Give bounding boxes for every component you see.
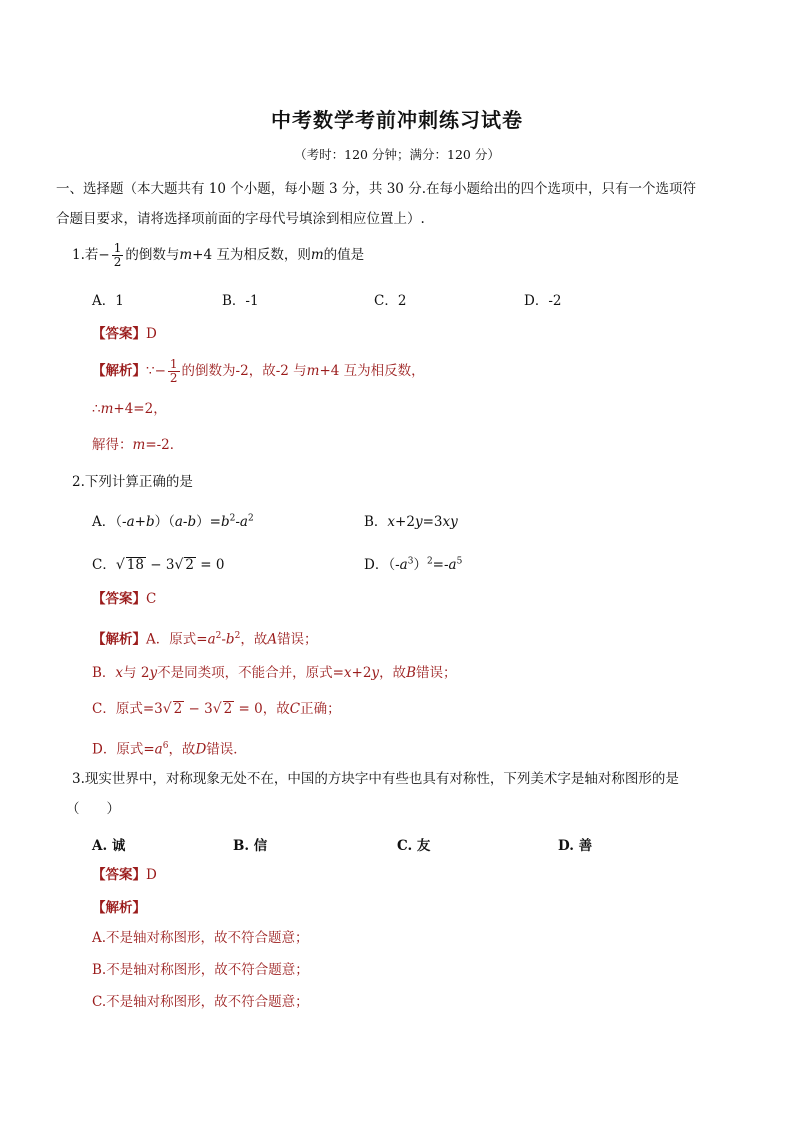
question-3-option-a: A. 诚: [92, 838, 126, 854]
fraction-one-half: $\frac{1}{2}$: [169, 357, 178, 385]
question-3-answer: 【答案】D: [92, 867, 157, 883]
question-3-analysis-tag: 【解析】: [92, 900, 146, 916]
question-1-stem: 1.若− $\frac{1}{2}$ 的倒数与m+4 互为相反数，则m的值是: [72, 241, 365, 269]
question-3-analysis-a: A.不是轴对称图形，故不符合题意；: [92, 930, 309, 946]
question-2-analysis-b: B．x与 2y不是同类项，不能合并，原式=x+2y，故B错误；: [92, 665, 457, 681]
question-2-analysis-a: 【解析】A．原式$=a^2-b^2$，故A错误；: [92, 631, 318, 648]
question-1-answer: 【答案】D: [92, 326, 157, 342]
sqrt-sign: √: [115, 557, 125, 573]
fraction-one-half: $\frac{1}{2}$: [113, 241, 122, 269]
question-3-analysis-b: B.不是轴对称图形，故不符合题意；: [92, 962, 309, 978]
section-intro-line-2: 合题目要求，请将选择项前面的字母代号填涂到相应位置上）.: [56, 211, 425, 227]
question-1-step-3: 解得：m=-2．: [92, 437, 184, 453]
page-title: 中考数学考前冲刺练习试卷: [271, 108, 523, 132]
sqrt-sign: √: [174, 557, 184, 573]
question-2-answer: 【答案】C: [92, 591, 157, 607]
sqrt-sign: √: [162, 701, 172, 717]
question-1-analysis: 【解析】∵− $\frac{1}{2}$ 的倒数为-2，故-2 与m+4 互为相反数，: [92, 357, 425, 385]
section-intro-line-1: 一、选择题（本大题共有 10 个小题，每小题 3 分，共 30 分.在每小题给出的四个选项中，只有一个选项符: [56, 181, 696, 197]
question-1-option-d: D．-2: [524, 293, 562, 309]
question-2-option-d: D．$(-a^3)^2=-a^5$: [364, 556, 463, 573]
question-2-analysis-d: D．原式$=a^6$，故D错误．: [92, 741, 247, 758]
question-2-option-b: B．x+2y=3xy: [364, 514, 458, 530]
question-3-analysis-c: C.不是轴对称图形，故不符合题意；: [92, 994, 309, 1010]
question-1-option-a: A．1: [92, 293, 124, 309]
page-subtitle: （考时：120 分钟；满分：120 分）: [294, 147, 500, 162]
question-2-analysis-c: C．原式=3√ 2 − 3√ 2 = 0，故C正确；: [92, 701, 341, 717]
question-2-option-c: C．√ 18 − 3√ 2 = 0: [92, 557, 225, 573]
sqrt-sign: √: [212, 701, 222, 717]
question-3-option-b: B. 信: [233, 838, 268, 854]
question-3-stem-line-2: （ ）: [66, 801, 120, 817]
question-3-option-c: C. 友: [397, 838, 431, 854]
question-1-option-b: B．-1: [222, 293, 259, 309]
question-1-option-c: C．2: [374, 293, 407, 309]
question-3-stem-line-1: 3.现实世界中，对称现象无处不在，中国的方块字中有些也具有对称性，下列美术字是轴对称图形的是: [72, 771, 679, 787]
question-3-option-d: D. 善: [558, 838, 593, 854]
question-2-option-a: A．$(-a+b)(a-b)=b^2-a^2$: [92, 513, 254, 530]
question-2-stem: 2.下列计算正确的是: [72, 474, 193, 490]
question-1-step-2: ∴m+4=2，: [92, 401, 167, 417]
